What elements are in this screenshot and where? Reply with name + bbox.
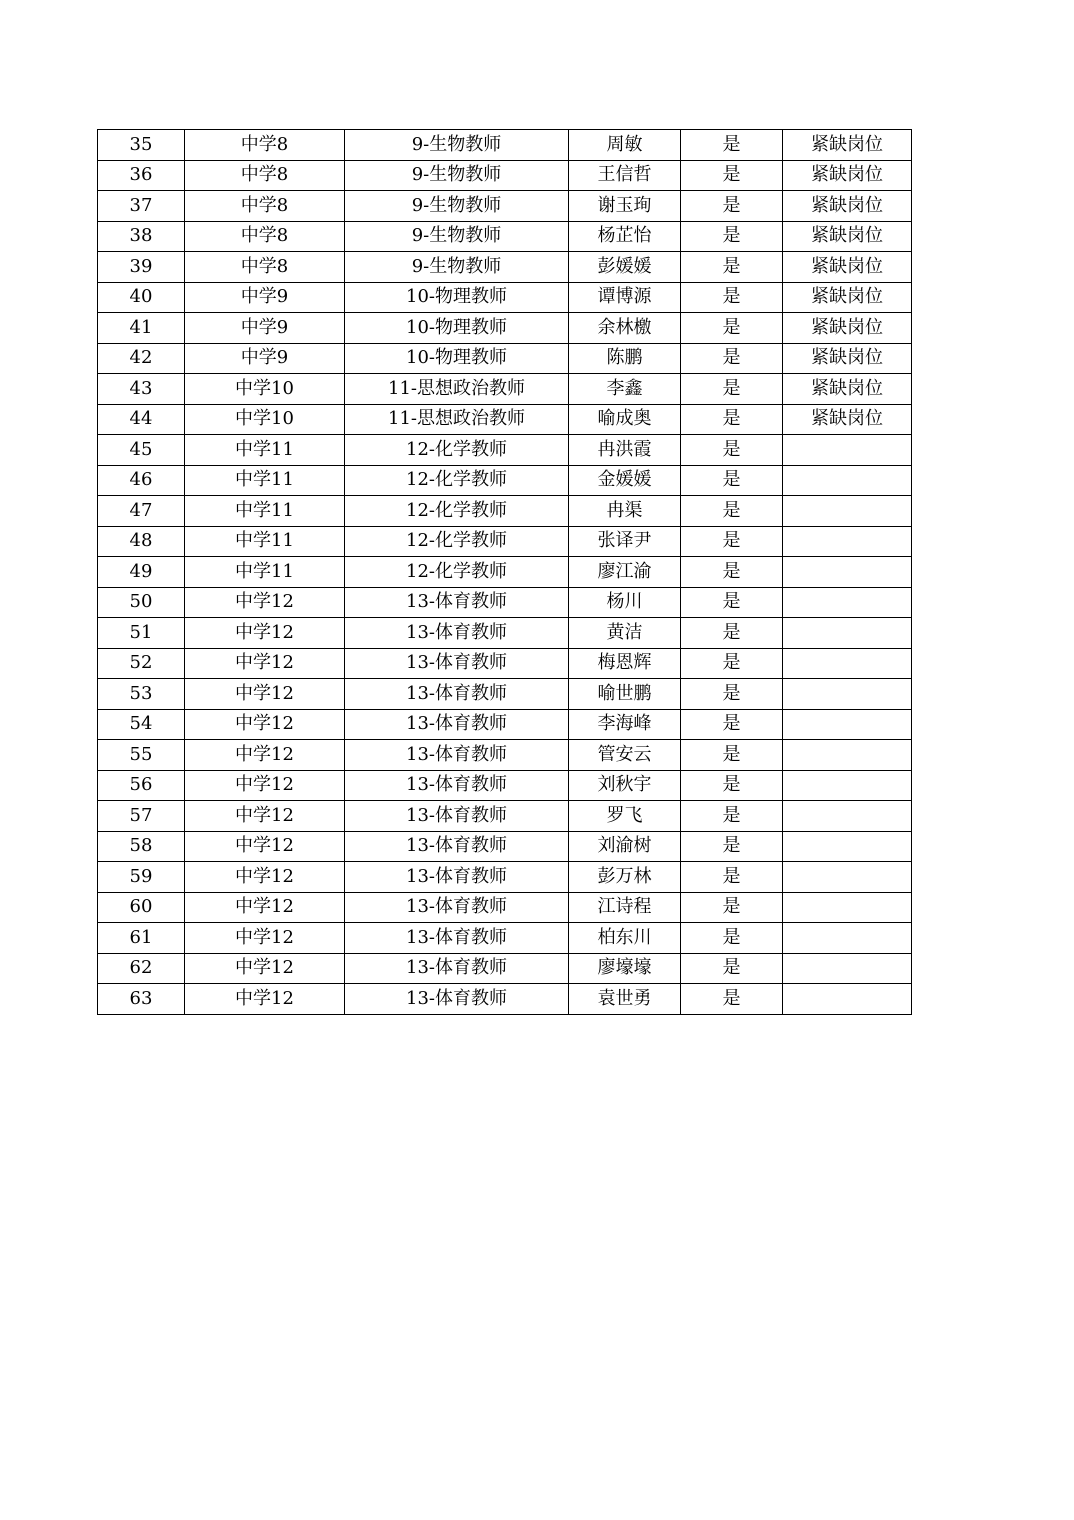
name-cell: 黄洁 (569, 618, 681, 649)
table-body (98, 130, 912, 1015)
table-row (98, 282, 912, 313)
position-cell: 13-体育教师 (345, 618, 569, 649)
school-cell: 中学10 (185, 404, 345, 435)
table-row (98, 557, 912, 588)
name-cell: 喻世鹏 (569, 679, 681, 710)
note-cell (783, 496, 912, 527)
row-number-cell: 58 (98, 831, 185, 862)
name-cell: 梅恩辉 (569, 648, 681, 679)
note-cell (783, 984, 912, 1015)
row-number-cell: 63 (98, 984, 185, 1015)
qualified-cell: 是 (681, 892, 783, 923)
name-cell: 李鑫 (569, 374, 681, 405)
row-number-cell: 52 (98, 648, 185, 679)
school-cell: 中学12 (185, 740, 345, 771)
qualified-cell: 是 (681, 709, 783, 740)
table-row (98, 435, 912, 466)
qualified-cell: 是 (681, 587, 783, 618)
school-cell: 中学11 (185, 526, 345, 557)
note-cell (783, 648, 912, 679)
name-cell: 谭博源 (569, 282, 681, 313)
school-cell: 中学8 (185, 191, 345, 222)
note-cell: 紧缺岗位 (783, 404, 912, 435)
note-cell (783, 709, 912, 740)
name-cell: 冉洪霞 (569, 435, 681, 466)
table-row (98, 923, 912, 954)
qualified-cell: 是 (681, 770, 783, 801)
note-cell (783, 862, 912, 893)
school-cell: 中学8 (185, 130, 345, 161)
table-row (98, 984, 912, 1015)
row-number-cell: 40 (98, 282, 185, 313)
row-number-cell: 42 (98, 343, 185, 374)
school-cell: 中学8 (185, 252, 345, 283)
row-number-cell: 35 (98, 130, 185, 161)
row-number-cell: 56 (98, 770, 185, 801)
note-cell: 紧缺岗位 (783, 191, 912, 222)
note-cell: 紧缺岗位 (783, 130, 912, 161)
table-row (98, 496, 912, 527)
row-number-cell: 47 (98, 496, 185, 527)
school-cell: 中学10 (185, 374, 345, 405)
qualified-cell: 是 (681, 465, 783, 496)
table-row (98, 679, 912, 710)
school-cell: 中学12 (185, 679, 345, 710)
note-cell: 紧缺岗位 (783, 160, 912, 191)
name-cell: 冉渠 (569, 496, 681, 527)
name-cell: 袁世勇 (569, 984, 681, 1015)
school-cell: 中学12 (185, 648, 345, 679)
position-cell: 12-化学教师 (345, 435, 569, 466)
note-cell (783, 801, 912, 832)
note-cell (783, 587, 912, 618)
qualified-cell: 是 (681, 862, 783, 893)
table-row (98, 465, 912, 496)
school-cell: 中学9 (185, 343, 345, 374)
name-cell: 杨川 (569, 587, 681, 618)
qualified-cell: 是 (681, 526, 783, 557)
position-cell: 10-物理教师 (345, 282, 569, 313)
table-row (98, 770, 912, 801)
table-row (98, 740, 912, 771)
qualified-cell: 是 (681, 160, 783, 191)
school-cell: 中学12 (185, 618, 345, 649)
name-cell: 王信哲 (569, 160, 681, 191)
table-row (98, 831, 912, 862)
school-cell: 中学12 (185, 862, 345, 893)
name-cell: 刘渝树 (569, 831, 681, 862)
name-cell: 柏东川 (569, 923, 681, 954)
qualified-cell: 是 (681, 648, 783, 679)
school-cell: 中学12 (185, 984, 345, 1015)
school-cell: 中学12 (185, 801, 345, 832)
name-cell: 张译尹 (569, 526, 681, 557)
row-number-cell: 55 (98, 740, 185, 771)
school-cell: 中学12 (185, 770, 345, 801)
note-cell (783, 435, 912, 466)
position-cell: 13-体育教师 (345, 801, 569, 832)
qualified-cell: 是 (681, 679, 783, 710)
position-cell: 12-化学教师 (345, 557, 569, 588)
note-cell (783, 923, 912, 954)
school-cell: 中学12 (185, 709, 345, 740)
qualified-cell: 是 (681, 831, 783, 862)
position-cell: 13-体育教师 (345, 740, 569, 771)
name-cell: 谢玉珣 (569, 191, 681, 222)
table-row (98, 343, 912, 374)
name-cell: 彭万林 (569, 862, 681, 893)
name-cell: 余林檄 (569, 313, 681, 344)
note-cell (783, 892, 912, 923)
table-row (98, 892, 912, 923)
position-cell: 13-体育教师 (345, 648, 569, 679)
row-number-cell: 60 (98, 892, 185, 923)
qualified-cell: 是 (681, 953, 783, 984)
name-cell: 彭媛媛 (569, 252, 681, 283)
school-cell: 中学8 (185, 221, 345, 252)
table-row (98, 130, 912, 161)
qualified-cell: 是 (681, 496, 783, 527)
row-number-cell: 38 (98, 221, 185, 252)
table-row (98, 801, 912, 832)
position-cell: 13-体育教师 (345, 923, 569, 954)
note-cell: 紧缺岗位 (783, 374, 912, 405)
row-number-cell: 59 (98, 862, 185, 893)
school-cell: 中学12 (185, 587, 345, 618)
name-cell: 廖江渝 (569, 557, 681, 588)
table-row (98, 587, 912, 618)
qualified-cell: 是 (681, 557, 783, 588)
row-number-cell: 51 (98, 618, 185, 649)
note-cell: 紧缺岗位 (783, 343, 912, 374)
school-cell: 中学12 (185, 953, 345, 984)
row-number-cell: 57 (98, 801, 185, 832)
note-cell (783, 770, 912, 801)
name-cell: 廖壕壕 (569, 953, 681, 984)
qualified-cell: 是 (681, 343, 783, 374)
position-cell: 9-生物教师 (345, 221, 569, 252)
school-cell: 中学8 (185, 160, 345, 191)
name-cell: 江诗程 (569, 892, 681, 923)
note-cell (783, 679, 912, 710)
note-cell: 紧缺岗位 (783, 221, 912, 252)
row-number-cell: 44 (98, 404, 185, 435)
position-cell: 11-思想政治教师 (345, 404, 569, 435)
position-cell: 13-体育教师 (345, 953, 569, 984)
table-row (98, 953, 912, 984)
table-row (98, 648, 912, 679)
table-row (98, 191, 912, 222)
qualified-cell: 是 (681, 923, 783, 954)
position-cell: 12-化学教师 (345, 526, 569, 557)
position-cell: 12-化学教师 (345, 465, 569, 496)
qualified-cell: 是 (681, 282, 783, 313)
row-number-cell: 54 (98, 709, 185, 740)
qualified-cell: 是 (681, 801, 783, 832)
note-cell (783, 557, 912, 588)
note-cell (783, 740, 912, 771)
row-number-cell: 46 (98, 465, 185, 496)
position-cell: 9-生物教师 (345, 252, 569, 283)
position-cell: 13-体育教师 (345, 831, 569, 862)
note-cell: 紧缺岗位 (783, 282, 912, 313)
note-cell: 紧缺岗位 (783, 313, 912, 344)
position-cell: 9-生物教师 (345, 160, 569, 191)
row-number-cell: 36 (98, 160, 185, 191)
position-cell: 13-体育教师 (345, 709, 569, 740)
qualified-cell: 是 (681, 404, 783, 435)
row-number-cell: 41 (98, 313, 185, 344)
name-cell: 杨芷怡 (569, 221, 681, 252)
position-cell: 12-化学教师 (345, 496, 569, 527)
table-row (98, 252, 912, 283)
row-number-cell: 53 (98, 679, 185, 710)
school-cell: 中学11 (185, 496, 345, 527)
position-cell: 9-生物教师 (345, 130, 569, 161)
position-cell: 10-物理教师 (345, 313, 569, 344)
position-cell: 13-体育教师 (345, 984, 569, 1015)
row-number-cell: 39 (98, 252, 185, 283)
row-number-cell: 62 (98, 953, 185, 984)
qualified-cell: 是 (681, 374, 783, 405)
table-row (98, 160, 912, 191)
position-cell: 9-生物教师 (345, 191, 569, 222)
name-cell: 罗飞 (569, 801, 681, 832)
qualified-cell: 是 (681, 435, 783, 466)
position-cell: 13-体育教师 (345, 770, 569, 801)
note-cell (783, 831, 912, 862)
teacher-list-table (97, 129, 912, 1015)
position-cell: 13-体育教师 (345, 892, 569, 923)
qualified-cell: 是 (681, 130, 783, 161)
table-row (98, 221, 912, 252)
school-cell: 中学12 (185, 831, 345, 862)
table-row (98, 404, 912, 435)
table-row (98, 313, 912, 344)
qualified-cell: 是 (681, 252, 783, 283)
table-row (98, 862, 912, 893)
position-cell: 13-体育教师 (345, 587, 569, 618)
position-cell: 13-体育教师 (345, 862, 569, 893)
position-cell: 11-思想政治教师 (345, 374, 569, 405)
note-cell: 紧缺岗位 (783, 252, 912, 283)
table-row (98, 374, 912, 405)
row-number-cell: 61 (98, 923, 185, 954)
note-cell (783, 526, 912, 557)
name-cell: 喻成奥 (569, 404, 681, 435)
position-cell: 13-体育教师 (345, 679, 569, 710)
name-cell: 李海峰 (569, 709, 681, 740)
position-cell: 10-物理教师 (345, 343, 569, 374)
note-cell (783, 465, 912, 496)
school-cell: 中学9 (185, 282, 345, 313)
school-cell: 中学11 (185, 557, 345, 588)
qualified-cell: 是 (681, 618, 783, 649)
note-cell (783, 953, 912, 984)
row-number-cell: 45 (98, 435, 185, 466)
row-number-cell: 48 (98, 526, 185, 557)
qualified-cell: 是 (681, 221, 783, 252)
school-cell: 中学12 (185, 923, 345, 954)
school-cell: 中学11 (185, 465, 345, 496)
row-number-cell: 37 (98, 191, 185, 222)
school-cell: 中学9 (185, 313, 345, 344)
school-cell: 中学12 (185, 892, 345, 923)
name-cell: 金媛媛 (569, 465, 681, 496)
row-number-cell: 49 (98, 557, 185, 588)
row-number-cell: 50 (98, 587, 185, 618)
qualified-cell: 是 (681, 740, 783, 771)
name-cell: 刘秋宇 (569, 770, 681, 801)
table-row (98, 709, 912, 740)
row-number-cell: 43 (98, 374, 185, 405)
name-cell: 陈鹏 (569, 343, 681, 374)
table-row (98, 526, 912, 557)
school-cell: 中学11 (185, 435, 345, 466)
name-cell: 周敏 (569, 130, 681, 161)
table-row (98, 618, 912, 649)
name-cell: 管安云 (569, 740, 681, 771)
note-cell (783, 618, 912, 649)
qualified-cell: 是 (681, 313, 783, 344)
qualified-cell: 是 (681, 984, 783, 1015)
qualified-cell: 是 (681, 191, 783, 222)
